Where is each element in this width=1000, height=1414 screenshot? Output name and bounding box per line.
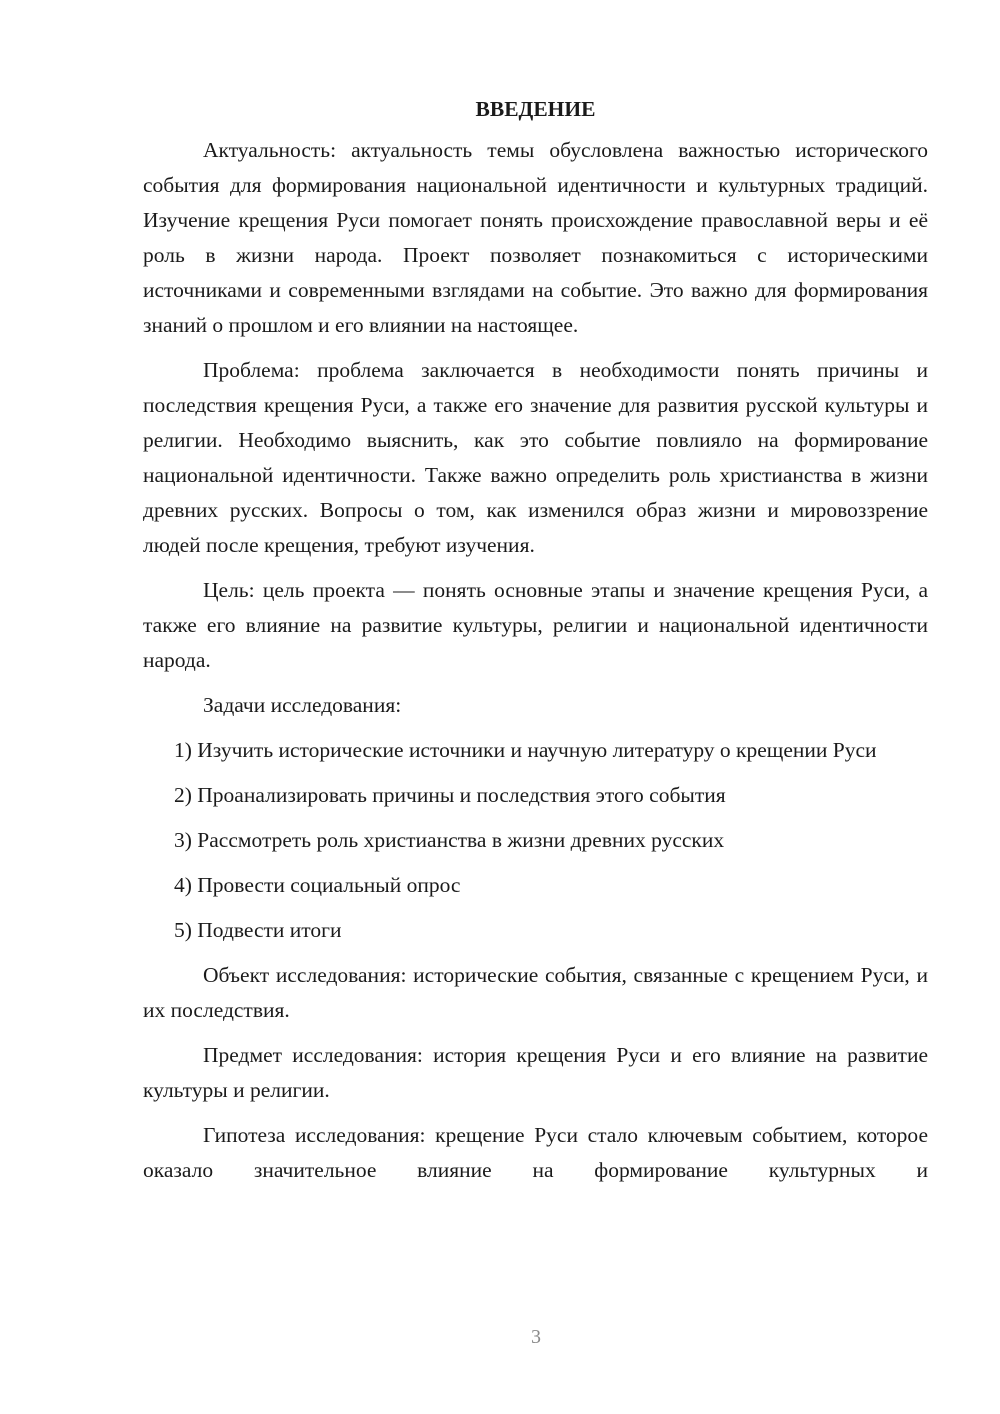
- page-number: 3: [531, 1326, 541, 1348]
- page-title: ВВЕДЕНИЕ: [475, 97, 596, 121]
- tasks-list: [143, 733, 928, 948]
- subject-paragraph: Предмет исследования: история крещения Руси и его влияние на развитие культуры и религии.: [143, 1043, 928, 1102]
- hypothesis-paragraph: Гипотеза исследования: крещение Руси стало ключевым событием, которое оказало значительное влияние на формирование культурных и: [143, 1123, 928, 1182]
- task-item-3: 3) Рассмотреть роль христианства в жизни древних русских: [174, 828, 725, 852]
- task-item-4: 4) Провести социальный опрос: [174, 873, 461, 897]
- problem-paragraph: Проблема: проблема заключается в необходимости понять причины и последствия крещения Руси, а также его значение для развития русской культуры и религии. Необходимо выяснить, как это событие повлияло на формирование национальной идентичности. Также важно определить роль христианства в жизни древних русских. Вопросы о том, как изменился образ жизни и мировоззрение людей после крещения, требуют изучения.: [143, 358, 928, 557]
- task-item-5: 5) Подвести итоги: [174, 918, 342, 942]
- goal-paragraph: Цель: цель проекта — понять основные этапы и значение крещения Руси, а также его влияние на развитие культуры, религии и национальной идентичности народа.: [143, 578, 928, 672]
- task-item-1: 1) Изучить исторические источники и научную литературу о крещении Руси: [174, 738, 877, 762]
- page-content: [143, 92, 928, 1198]
- task-item-2: 2) Проанализировать причины и последствия этого события: [174, 783, 726, 807]
- object-paragraph: Объект исследования: исторические события, связанные с крещением Руси, и их последствия.: [143, 963, 928, 1022]
- relevance-paragraph: Актуальность: актуальность темы обусловлена важностью исторического события для формирования национальной идентичности и культурных традиций. Изучение крещения Руси помогает понять происхождение православной веры и её роль в жизни народа. Проект позволяет познакомиться с историческими источниками и современными взглядами на событие. Это важно для формирования знаний о прошлом и его влиянии на настоящее.: [143, 138, 928, 337]
- tasks-heading: Задачи исследования:: [203, 693, 402, 717]
